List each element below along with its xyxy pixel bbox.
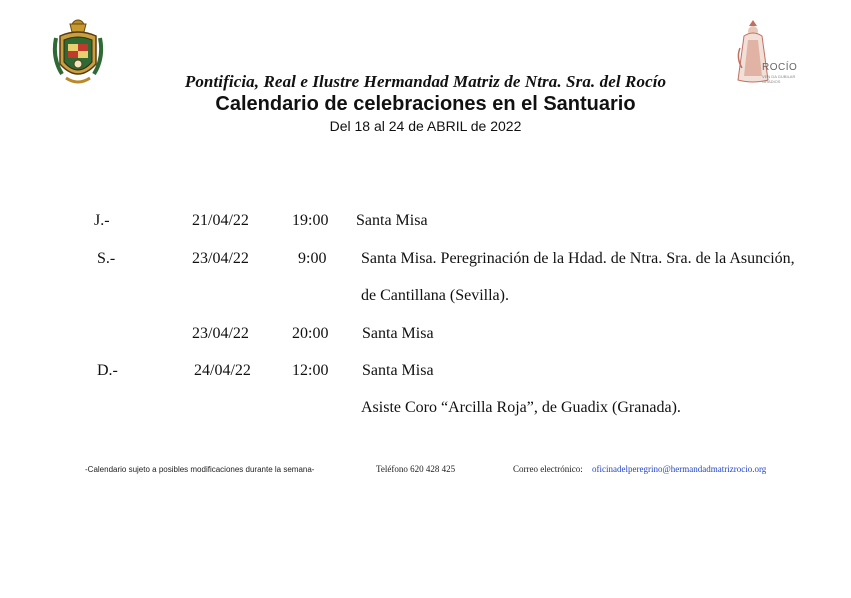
- schedule-time: 20:00: [292, 325, 329, 342]
- schedule-day: J.-: [94, 212, 110, 229]
- schedule-day: D.-: [97, 362, 118, 379]
- schedule-date: 23/04/22: [192, 250, 249, 267]
- schedule-event-continuation: Asiste Coro “Arcilla Roja”, de Guadix (Granada).: [361, 399, 681, 416]
- footer-phone: Teléfono 620 428 425: [376, 464, 456, 474]
- schedule-time: 12:00: [292, 362, 329, 379]
- schedule-date: 23/04/22: [192, 325, 249, 342]
- page-title: Calendario de celebraciones en el Santuario: [215, 93, 636, 115]
- schedule-date: 21/04/22: [192, 212, 249, 229]
- schedule-time: 9:00: [298, 250, 327, 267]
- schedule-event-continuation: de Cantillana (Sevilla).: [361, 287, 509, 304]
- schedule-day: S.-: [97, 250, 116, 267]
- brotherhood-name: Pontificia, Real e Ilustre Hermandad Matriz de Ntra. Sra. del Rocío: [184, 72, 667, 91]
- date-range: Del 18 al 24 de ABRIL de 2022: [329, 118, 522, 134]
- footer-note: -Calendario sujeto a posibles modificaciones durante la semana-: [85, 465, 315, 474]
- schedule-event: Santa Misa: [362, 325, 434, 342]
- schedule-event: Santa Misa. Peregrinación de la Hdad. de Ntra. Sra. de la Asunción,: [361, 250, 795, 267]
- schedule-time: 19:00: [292, 212, 329, 229]
- footer-email-link[interactable]: oficinadelperegrino@hermandadmatrizrocio.org: [592, 464, 767, 474]
- footer-email-label: Correo electrónico:: [513, 464, 583, 474]
- rocio-logo-subtext: VEN DA GUBILAR GRADIOS: [762, 74, 796, 84]
- rocio-logo-text: ROCÍO: [762, 62, 798, 73]
- schedule-event: Santa Misa: [362, 362, 434, 379]
- schedule-event: Santa Misa: [356, 212, 428, 229]
- schedule-date: 24/04/22: [194, 362, 251, 379]
